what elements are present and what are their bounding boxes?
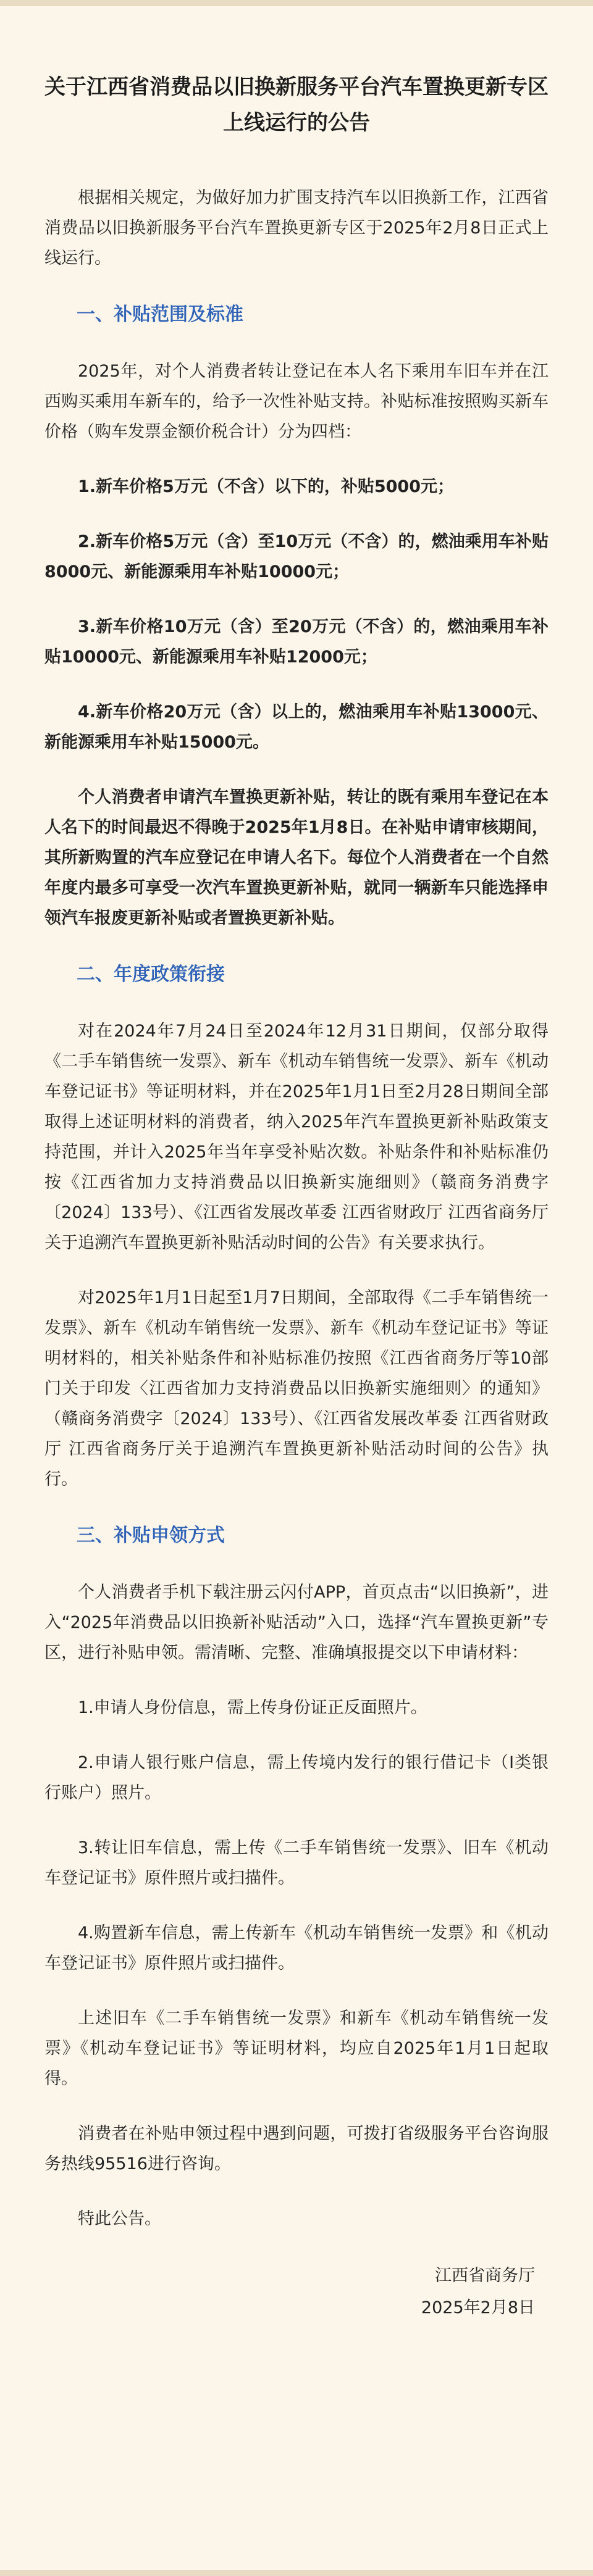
closing-statement: 特此公告。 [78, 2209, 161, 2228]
section-heading-1: 一、补贴范围及标准 [77, 304, 243, 325]
section-3-item-4: 4.购置新车信息，需上传新车《机动车销售统一发票》和《机动车登记证书》原件照片或扫描件。 [44, 1924, 549, 1973]
section-3-item-3: 3.转让旧车信息，需上传《二手车销售统一发票》、旧车《机动车登记证书》原件照片或扫描件。 [44, 1838, 549, 1888]
section-1-paragraph: 2025年，对个人消费者转让登记在本人名下乘用车旧车并在江西购买乘用车新车的，给予一次性补贴支持。补贴标准按照购买新车价格（购车发票金额价税合计）分为四档： [44, 362, 549, 441]
section-3-note: 上述旧车《二手车销售统一发票》和新车《机动车销售统一发票》《机动车登记证书》等证明材料，均应自2025年1月1日起取得。 [44, 2009, 549, 2088]
section-3-paragraph: 个人消费者手机下载注册云闪付APP，首页点击“以旧换新”，进入“2025年消费品以旧换新补贴活动”入口，选择“汽车置换更新”专区，进行补贴申领。需清晰、完整、准确填报提交以下申请材料： [44, 1583, 549, 1662]
section-3-item-1: 1.申请人身份信息，需上传身份证正反面照片。 [78, 1698, 427, 1717]
section-3-hotline: 消费者在补贴申领过程中遇到问题，可拨打省级服务平台咨询服务热线95516进行咨询。 [44, 2124, 549, 2174]
section-heading-3: 三、补贴申领方式 [77, 1525, 225, 1546]
section-2-paragraph-2: 对2025年1月1日起至1月7日期间，全部取得《二手车销售统一发票》、新车《机动车销售统一发票》、新车《机动车登记证书》等证明材料的，相关补贴条件和补贴标准仍按照《江西省商务厅等10部门关于印发〈江西省加力支持消费品以旧换新实施细则〉的通知》（赣商务消费字〔2024〕133号）、《江西省发展改革委 江西省财政厅 江西省商务厅关于追溯汽车置换更新补贴活动时间的公告》执行。 [44, 1288, 549, 1489]
section-1-item-4: 4.新车价格20万元（含）以上的，燃油乘用车补贴13000元、新能源乘用车补贴15000元。 [44, 702, 549, 752]
section-heading-2: 二、年度政策衔接 [77, 964, 225, 985]
section-1-item-3: 3.新车价格10万元（含）至20万元（不含）的，燃油乘用车补贴10000元、新能源乘用车补贴12000元； [44, 617, 549, 667]
title-line-1: 关于江西省消费品以旧换新服务平台汽车置换更新专区 [44, 75, 549, 99]
signature-block [44, 2260, 549, 2324]
section-1-item-1: 1.新车价格5万元（不含）以下的，补贴5000元； [78, 477, 454, 496]
intro-paragraph: 根据相关规定，为做好加力扩围支持汽车以旧换新工作，江西省消费品以旧换新服务平台汽车置换更新专区于2025年2月8日正式上线运行。 [44, 188, 549, 268]
section-2-paragraph-1: 对在2024年7月24日至2024年12月31日期间，仅部分取得《二手车销售统一发票》、新车《机动车销售统一发票》、新车《机动车登记证书》等证明材料，并在2025年1月1日至2月28日期间全部取得上述证明材料的消费者，纳入2025年汽车置换更新补贴政策支持范围，并计入2025年当年享受补贴次数。补贴条件和补贴标准仍按《江西省加力支持消费品以旧换新实施细则》（赣商务消费字〔2024〕133号）、《江西省发展改革委 江西省财政厅 江西省商务厅关于追溯汽车置换更新补贴活动时间的公告》有关要求执行。 [44, 1022, 549, 1253]
section-1-rule: 个人消费者申请汽车置换更新补贴，转让的既有乘用车登记在本人名下的时间最迟不得晚于2025年1月8日。在补贴申请审核期间，其所新购置的汽车应登记在申请人名下。每位个人消费者在一个自然年度内最多可享受一次汽车置换更新补贴，就同一辆新车只能选择申领汽车报废更新补贴或者置换更新补贴。 [44, 788, 549, 928]
signature-date: 2025年2月8日 [421, 2298, 535, 2317]
section-3-item-2: 2.申请人银行账户信息，需上传境内发行的银行借记卡（Ⅰ类银行账户）照片。 [44, 1753, 549, 1803]
bottom-border [0, 2570, 593, 2576]
signature-org: 江西省商务厅 [435, 2266, 535, 2285]
top-border [0, 0, 593, 6]
section-1-item-2: 2.新车价格5万元（含）至10万元（不含）的，燃油乘用车补贴8000元、新能源乘用车补贴10000元； [44, 532, 549, 581]
title-line-2: 上线运行的公告 [223, 110, 370, 135]
page-title [44, 69, 549, 141]
